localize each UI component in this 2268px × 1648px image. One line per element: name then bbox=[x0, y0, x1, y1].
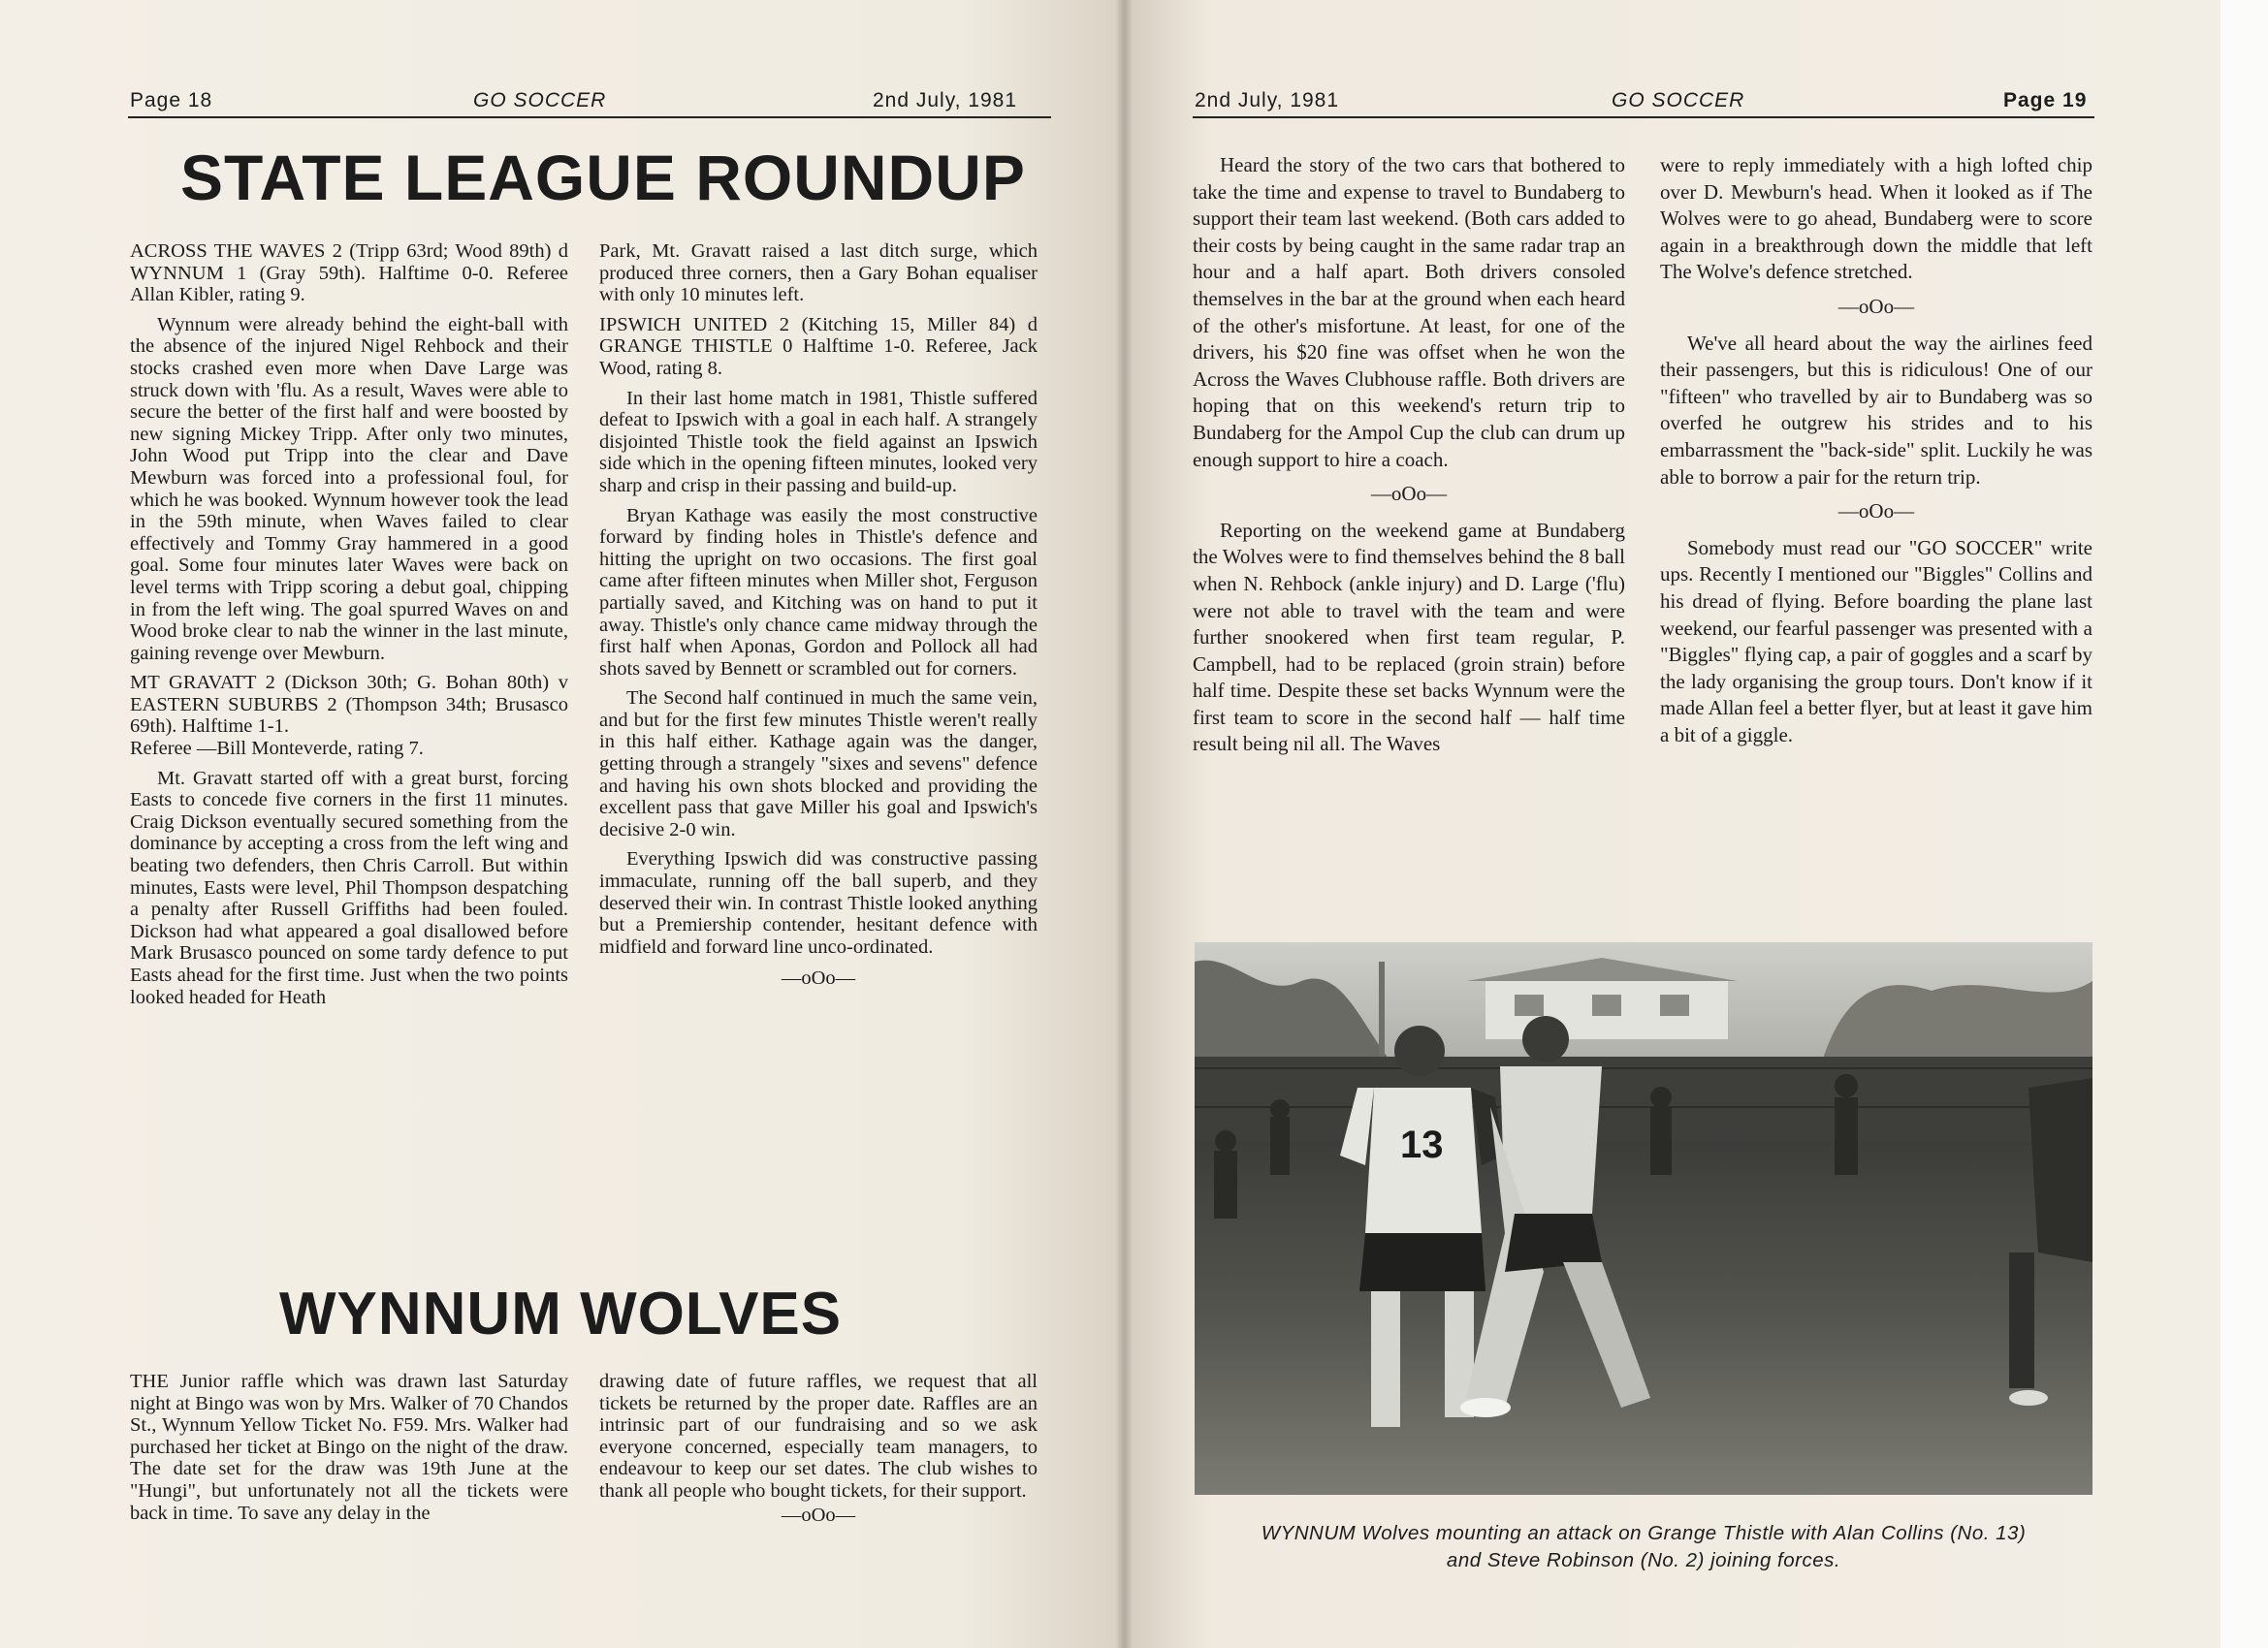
headline-wynnum-wolves: WYNNUM WOLVES bbox=[279, 1281, 843, 1347]
page-gutter bbox=[1115, 0, 1133, 1648]
match-photo bbox=[1195, 942, 2092, 1495]
issue-date-right: 2nd July, 1981 bbox=[1195, 89, 1340, 111]
biggles-story: Somebody must read our "GO SOCCER" write ups. Recently I mentioned our "Biggles" Collins and his dread of flying. Before boarding the plane last weekend, our fearful passenger was presented with a "Biggles" flying cap, a pair of goggles and a scarf by the lady organising the group tours. Don't know if it made Allan feel a better flyer, but at least it gave him a bit of a giggle. bbox=[1660, 535, 2092, 746]
article-column-4 bbox=[599, 1371, 1038, 1532]
section-separator: —oOo— bbox=[781, 967, 856, 990]
match-report-gravatt-easts: Mt. Gravatt started off with a great burst, forcing Easts to concede five corners in the first 11 minutes. Craig Dickson eventually secured something from the dominance by accepting a cross from the left wing and beating two defenders, then Chris Carroll. But within minutes, Easts were level, Phil Thompson despatching a penalty after Russell Griffiths had been fouled. Dickson had what appeared a goal disallowed before Mark Brusasco pounced on some tardy defence to put Easts ahead for the first time. Just when the two points looked headed for Heath bbox=[130, 767, 568, 1008]
referee-line-gravatt: Referee —Bill Monteverde, rating 7. bbox=[130, 738, 424, 760]
shirt-number-13: 13 bbox=[1400, 1124, 1444, 1166]
caption-line-2: and Steve Robinson (No. 2) joining forces. bbox=[1446, 1549, 1841, 1571]
article-column-right-1 bbox=[1193, 152, 1625, 758]
raffle-report: THE Junior raffle which was drawn last Saturday night at Bingo was won by Mrs. Walker of 70 Chandos St., Wynnum Yellow Ticket No. F59. Mrs. Walker had purchased her ticket at Bingo on the night of the draw. The date set for the draw was 19th June at the "Hungi", but unfortunately not all the tickets were back in time. To save any delay in the bbox=[130, 1371, 568, 1524]
bundaberg-game-report-continued: were to reply immediately with a high lofted chip over D. Mewburn's head. When it looked as if The Wolves were to go ahead, Bundaberg were to score again in a breakthrough down the middle that left The Wolve's defence stretched. bbox=[1660, 153, 2092, 284]
section-separator: —oOo— bbox=[1370, 482, 1448, 506]
section-separator: —oOo— bbox=[1837, 499, 1915, 523]
match-report-ipswich-2: Bryan Kathage was easily the most constructive forward by finding holes in Thistle's defence and hitting the upright on two occasions. The first goal came after fifteen minutes when Miller shot, Ferguson partially saved, and Kitching was on hand to put it away. Thistle's only chance came midway through the first half when Aponas, Gordon and Pollock all had shots saved by Bennett or scrambled out for corners. bbox=[599, 504, 1038, 680]
match-report-gravatt-continued: Park, Mt. Gravatt raised a last ditch surge, which produced three corners, then a Gary Bohan equaliser with only 10 minutes left. bbox=[599, 240, 1038, 306]
headline-state-league-roundup: STATE LEAGUE ROUNDUP bbox=[180, 142, 1026, 213]
caption-line-1: WYNNUM Wolves mounting an attack on Grange Thistle with Alan Collins (No. 13) bbox=[1261, 1522, 2027, 1544]
raffle-report-continued: drawing date of future raffles, we request that all tickets be returned by the proper date. Raffles are an intrinsic part of our fundraising and so we ask everyone concerned, especially team managers, to endeavour to keep our set dates. The club wishes to thank all people who bought tickets, for their support. bbox=[599, 1371, 1038, 1502]
match-report-ipswich-3: The Second half continued in much the same vein, and but for the first few minutes Thistle weren't really in this half either. Kathage again was the danger, getting through a strangely "sixes and sevens" defence and having his own shots blocked and providing the excellent pass that gave Miller his goal and Ipswich's decisive 2-0 win. bbox=[599, 687, 1038, 840]
magazine-name-right: GO SOCCER bbox=[1612, 89, 1745, 111]
magazine-name-left: GO SOCCER bbox=[473, 89, 607, 111]
header-rule-right bbox=[1193, 116, 2094, 118]
airline-story: We've all heard about the way the airlines feed their passengers, but this is ridiculous! One of our "fifteen" who travelled by air to Bundaberg was so overfed he outgrew his strides and to his embarrassment the "back-side" split. Luckily he was able to borrow a pair for the return trip. bbox=[1660, 331, 2092, 489]
page-number-left: Page 18 bbox=[130, 89, 213, 111]
issue-date-left: 2nd July, 1981 bbox=[873, 89, 1018, 111]
section-separator: —oOo— bbox=[781, 1504, 856, 1526]
article-column-2 bbox=[599, 240, 1038, 996]
match-report-waves-wynnum: Wynnum were already behind the eight-ball with the absence of the injured Nigel Rehbock and their stocks crashed even more when Dave Large was struck down with 'flu. As a result, Waves were able to secure the better of the first half and were boosted by new signing Mickey Tripp. After only two minutes, John Wood put Tripp into the clear and Dave Mewburn was forced into a professional foul, for which he was booked. Wynnum however took the lead in the 59th minute, when Waves failed to clear effectively and Tommy Gray hammered in a good goal. Some four minutes later Waves were back on level terms with Tripp scoring a debut goal, chipping in from the left wing. The goal spurred Waves on and Wood broke clear to nab the winner in the last minute, gaining revenge over Mewburn. bbox=[130, 313, 568, 664]
photo-caption bbox=[1195, 1520, 2092, 1574]
article-column-1 bbox=[130, 240, 568, 1008]
match-result-ipswich-thistle: IPSWICH UNITED 2 (Kitching 15, Miller 84) d GRANGE THISTLE 0 Halftime 1-0. Referee, Jack Wood, rating 8. bbox=[599, 313, 1038, 379]
scan-margin bbox=[2220, 0, 2268, 1648]
match-report-ipswich-4: Everything Ipswich did was constructive passing immaculate, running off the ball superb, and they deserved their win. In contrast Thistle looked anything but a Premiership contender, hesitant defence with midfield and forward line unco-ordinated. bbox=[599, 848, 1038, 958]
header-rule-left bbox=[128, 116, 1051, 118]
bundaberg-game-report: Reporting on the weekend game at Bundaberg the Wolves were to find themselves behind the 8 ball when N. Rehbock (ankle injury) and D. Large ('flu) were not able to travel with the team and were further snookered when first team regular, P. Campbell, had to be replaced (groin strain) before half time. Despite these set backs Wynnum were the first team to score in the second half — half time result being nil all. The Waves bbox=[1193, 518, 1625, 756]
article-column-right-2 bbox=[1660, 152, 2092, 748]
cars-radar-story: Heard the story of the two cars that bothered to take the time and expense to travel to Bundaberg to support their team last weekend. (Both cars added to their costs by being caught in the same radar trap an hour and a half apart. Both drivers consoled themselves in the bar at the ground when each heard of the other's misfortune. At least, for one of the drivers, his $20 fine was offset when he won the Across the Waves Clubhouse raffle. Both drivers are hoping that on this weekend's return trip to Bundaberg for the Ampol Cup the club can drum up enough support to hire a coach. bbox=[1193, 153, 1625, 471]
match-report-ipswich-1: In their last home match in 1981, Thistle suffered defeat to Ipswich with a goal in each half. A strangely disjointed Thistle took the field against an Ipswich side which in the opening fifteen minutes, looked very sharp and crisp in their passing and build-up. bbox=[599, 387, 1038, 496]
article-column-3 bbox=[130, 1371, 568, 1524]
match-result-waves-wynnum: ACROSS THE WAVES 2 (Tripp 63rd; Wood 89th) d WYNNUM 1 (Gray 59th). Halftime 0-0. Referee Allan Kibler, rating 9. bbox=[130, 240, 568, 306]
match-result-gravatt-easts: MT GRAVATT 2 (Dickson 30th; G. Bohan 80th) v EASTERN SUBURBS 2 (Thompson 34th; Brusasco 69th). Halftime 1-1. bbox=[130, 672, 568, 738]
section-separator: —oOo— bbox=[1837, 294, 1915, 318]
page-number-right: Page 19 bbox=[2003, 89, 2088, 111]
